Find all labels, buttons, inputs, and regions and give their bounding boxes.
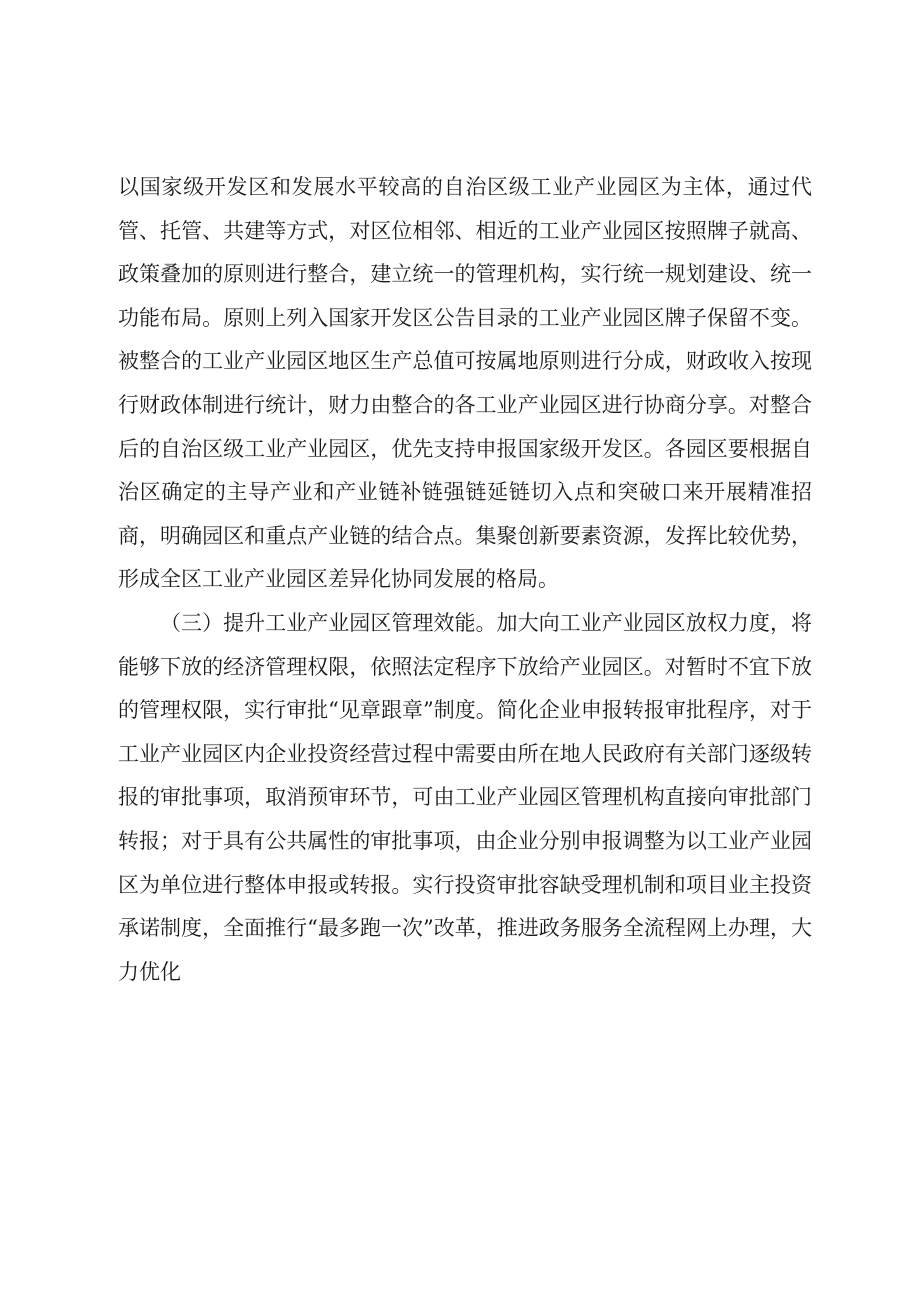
- document-body: [118, 166, 812, 994]
- paragraph-park-integration: 以国家级开发区和发展水平较高的自治区级工业产业园区为主体，通过代管、托管、共建等方式，对区位相邻、相近的工业产业园区按照牌子就高、政策叠加的原则进行整合，建立统一的管理机构，实行统一规划建设、统一功能布局。原则上列入国家开发区公告目录的工业产业园区牌子保留不变。被整合的工业产业园区地区生产总值可按属地原则进行分成，财政收入按现行财政体制进行统计，财力由整合的各工业产业园区进行协商分享。对整合后的自治区级工业产业园区，优先支持申报国家级开发区。各园区要根据自治区确定的主导产业和产业链补链强链延链切入点和突破口来开展精准招商，明确园区和重点产业链的结合点。集聚创新要素资源，发挥比较优势，形成全区工业产业园区差异化协同发展的格局。: [118, 175, 812, 592]
- paragraph-management-efficiency: （三）提升工业产业园区管理效能。加大向工业产业园区放权力度，将能够下放的经济管理权限，依照法定程序下放给产业园区。对暂时不宜下放的管理权限，实行审批“见章跟章”制度。简化企业申报转报审批程序，对于工业产业园区内企业投资经营过程中需要由所在地人民政府有关部门逐级转报的审批事项，取消预审环节，可由工业产业园区管理机构直接向审批部门转报；对于具有公共属性的审批事项，由企业分别申报调整为以工业产业园区为单位进行整体申报或转报。实行投资审批容缺受理机制和项目业主投资承诺制度，全面推行“最多跑一次”改革，推进政务服务全流程网上办理，大力优化: [118, 610, 812, 984]
